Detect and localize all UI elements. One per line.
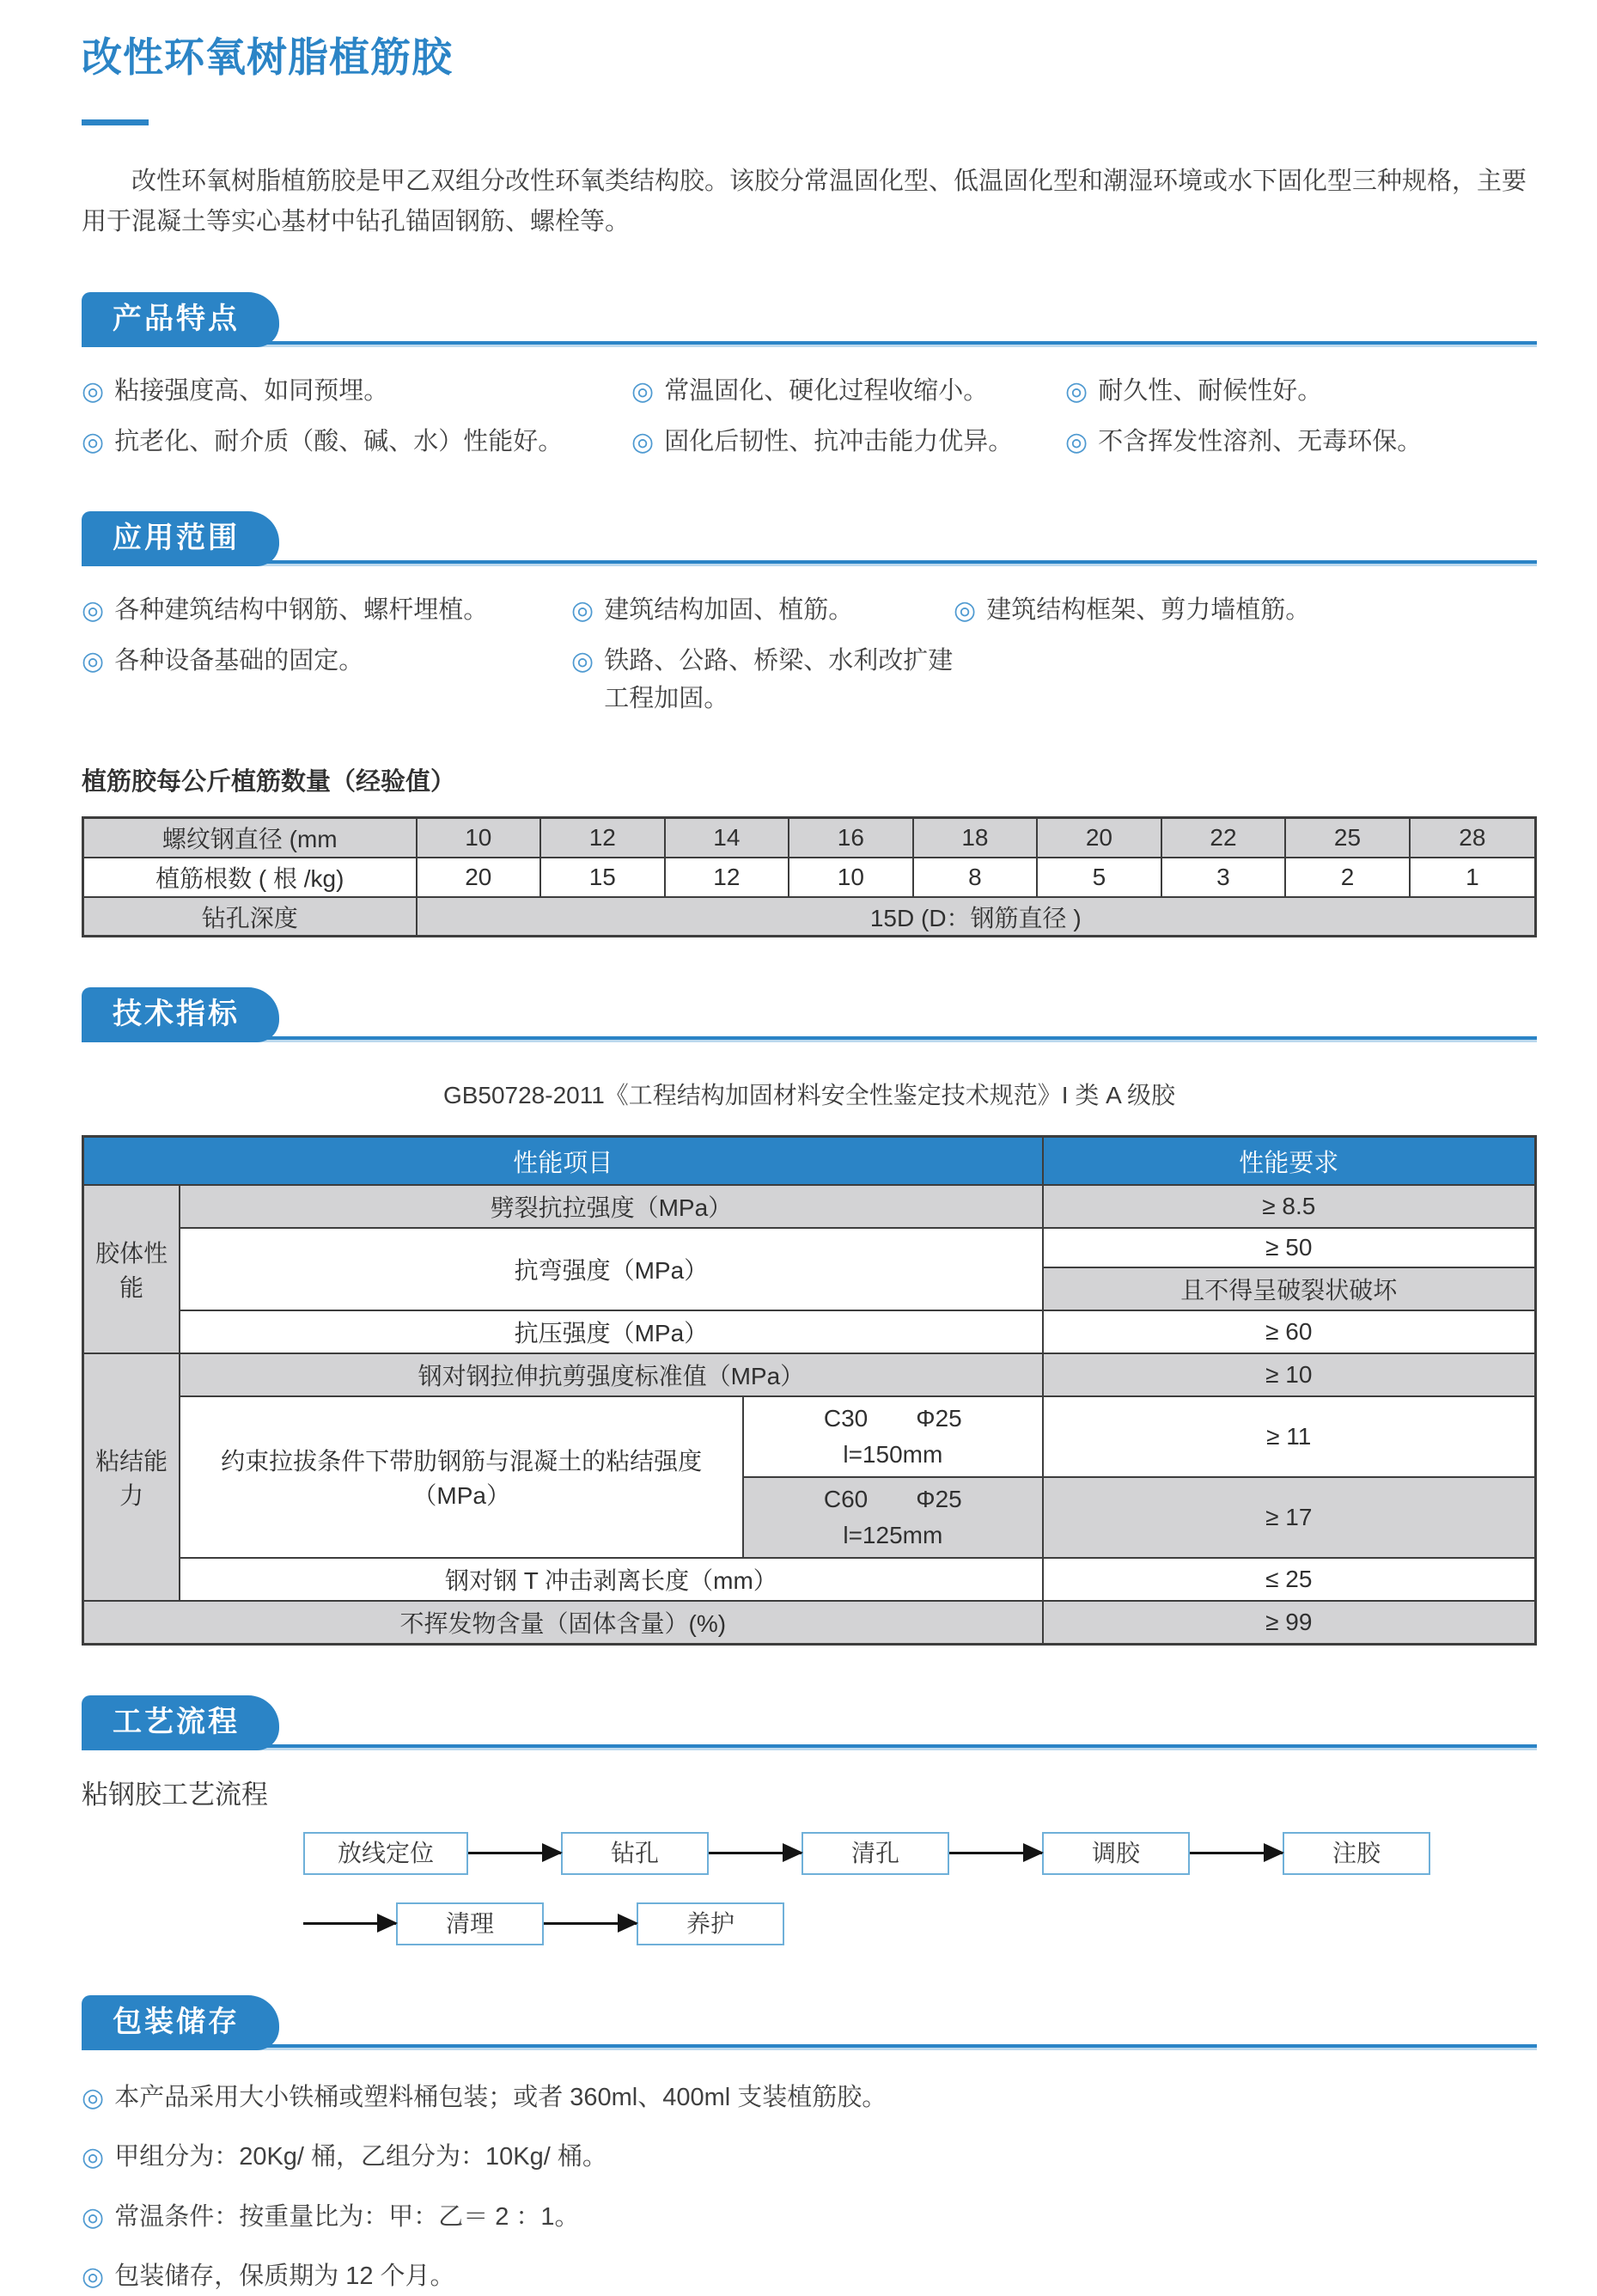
list-item <box>1065 424 1537 461</box>
table-row <box>83 1185 1536 1228</box>
application-text: 建筑结构框架、剪力墙植筋。 <box>986 595 1311 624</box>
row-label-cell: 钻孔深度 <box>83 897 417 937</box>
flow-step-drill: 钻孔 <box>561 1832 709 1875</box>
packaging-text: 本产品采用大小铁桶或塑料桶包装；或者 360ml、400ml 支装植筋胶。 <box>114 2083 887 2111</box>
flow-row-1 <box>303 1832 1537 1875</box>
requirement-cell: ≥ 8.5 <box>1043 1185 1536 1228</box>
flow-step-cure: 养护 <box>637 1902 784 1945</box>
list-item <box>82 2139 1537 2177</box>
diameter-cell: 14 <box>665 818 789 858</box>
diameter-cell: 22 <box>1161 818 1286 858</box>
application-text: 铁路、公路、桥梁、水利改扩建工程加固。 <box>604 647 954 712</box>
list-item <box>82 2079 1537 2117</box>
table-row <box>83 1353 1536 1396</box>
diameter-cell: 10 <box>417 818 541 858</box>
arrow-right-icon <box>303 1922 396 1925</box>
list-item <box>631 373 1065 411</box>
section-badge-packaging: 包装储存 <box>82 1995 279 2050</box>
count-cell: 15 <box>540 858 665 897</box>
spec-line: C60 Φ25 <box>823 1485 962 1512</box>
standard-reference: GB50728-2011《工程结构加固材料安全性鉴定技术规范》I 类 A 级胶 <box>442 1082 1176 1109</box>
spec-line: C30 Φ25 <box>823 1404 962 1432</box>
section-head-packaging <box>82 1995 1537 2050</box>
property-cell: 钢对钢拉伸抗剪强度标准值（MPa） <box>180 1353 1042 1396</box>
ring-bullet-icon: ◎ <box>571 595 594 625</box>
table-row <box>83 818 1536 858</box>
count-cell: 1 <box>1410 858 1536 897</box>
list-item <box>82 424 631 461</box>
count-cell: 12 <box>665 858 789 897</box>
arrow-right-icon <box>709 1852 802 1854</box>
tech-spec-table <box>82 1135 1537 1646</box>
ring-bullet-icon: ◎ <box>82 647 105 676</box>
requirement-cell: ≥ 17 <box>1043 1477 1536 1558</box>
section-divider-line <box>82 1036 1537 1042</box>
list-item <box>954 592 1537 630</box>
count-cell: 2 <box>1285 858 1410 897</box>
section-divider-line <box>82 341 1537 347</box>
packaging-text: 包装储存，保质期为 12 个月。 <box>114 2262 455 2291</box>
table-row <box>83 1558 1536 1601</box>
list-item <box>631 424 1065 461</box>
section-head-process <box>82 1695 1537 1750</box>
arrow-right-icon <box>544 1922 637 1925</box>
application-text: 建筑结构加固、植筋。 <box>604 595 854 624</box>
section-divider-line <box>82 560 1537 566</box>
diameter-cell: 20 <box>1037 818 1161 858</box>
diameter-cell: 16 <box>789 818 913 858</box>
flow-step-cleanup: 清理 <box>396 1902 544 1945</box>
column-header-item: 性能项目 <box>83 1137 1043 1185</box>
count-cell: 8 <box>913 858 1038 897</box>
ring-bullet-icon: ◎ <box>82 428 105 457</box>
property-cell: 约束拉拔条件下带肋钢筋与混凝土的粘结强度（MPa） <box>180 1396 743 1558</box>
page-title: 改性环氧树脂植筋胶 <box>82 34 453 80</box>
table-row <box>83 1396 1536 1477</box>
packaging-text: 常温条件：按重量比为：甲：乙＝ 2 ：1。 <box>114 2202 580 2231</box>
list-item <box>82 373 631 411</box>
table-row <box>83 897 1536 937</box>
flow-step-clean-hole: 清孔 <box>802 1832 949 1875</box>
intro-paragraph: 改性环氧树脂植筋胶是甲乙双组分改性环氧类结构胶。该胶分常温固化型、低温固化型和潮湿环境或水下固化型三种规格，主要用于混凝土等实心基材中钻孔锚固钢筋、螺栓等。 <box>82 168 1527 235</box>
row-label-cell: 植筋根数 ( 根 /kg) <box>83 858 417 897</box>
ring-bullet-icon: ◎ <box>82 2143 105 2172</box>
count-cell: 10 <box>789 858 913 897</box>
property-cell: 抗压强度（MPa） <box>180 1310 1042 1353</box>
group-cell-bond: 粘结能力 <box>83 1353 180 1601</box>
arrow-right-icon <box>1190 1852 1283 1854</box>
spec-line: l=125mm <box>843 1521 943 1548</box>
flow-subtitle: 粘钢胶工艺流程 <box>82 1779 268 1810</box>
arrow-right-icon <box>949 1852 1042 1854</box>
feature-text: 不含挥发性溶剂、无毒环保。 <box>1098 428 1423 456</box>
property-cell: 抗弯强度（MPa） <box>180 1228 1042 1310</box>
section-badge-features: 产品特点 <box>82 292 279 347</box>
ring-bullet-icon: ◎ <box>82 595 105 625</box>
requirement-cell: ≤ 25 <box>1043 1558 1536 1601</box>
section-head-applications <box>82 511 1537 566</box>
rebar-table-caption: 植筋胶每公斤植筋数量（经验值） <box>82 768 456 797</box>
spec-line: l=150mm <box>843 1440 943 1468</box>
requirement-cell: ≥ 11 <box>1043 1396 1536 1477</box>
flow-step-mix-glue: 调胶 <box>1042 1832 1190 1875</box>
title-accent-dash <box>82 119 149 125</box>
diameter-cell: 18 <box>913 818 1038 858</box>
diameter-cell: 28 <box>1410 818 1536 858</box>
ring-bullet-icon: ◎ <box>1065 376 1088 406</box>
column-header-req: 性能要求 <box>1043 1137 1536 1185</box>
count-cell: 3 <box>1161 858 1286 897</box>
ring-bullet-icon: ◎ <box>82 2083 105 2112</box>
section-head-features <box>82 292 1537 347</box>
list-item <box>82 643 571 718</box>
requirement-cell: ≥ 99 <box>1043 1601 1536 1645</box>
diameter-cell: 12 <box>540 818 665 858</box>
feature-text: 固化后韧性、抗冲击能力优异。 <box>664 428 1014 456</box>
list-item <box>82 2199 1537 2237</box>
depth-cell: 15D (D：钢筋直径 ) <box>417 897 1536 937</box>
rebar-count-table <box>82 816 1537 937</box>
requirement-cell: ≥ 10 <box>1043 1353 1536 1396</box>
table-row <box>83 1601 1536 1645</box>
list-item <box>571 592 954 630</box>
table-row <box>83 1310 1536 1353</box>
ring-bullet-icon: ◎ <box>631 376 655 406</box>
ring-bullet-icon: ◎ <box>1065 428 1088 457</box>
list-item <box>571 643 954 718</box>
diameter-cell: 25 <box>1285 818 1410 858</box>
spec-cell <box>743 1396 1042 1477</box>
property-cell: 钢对钢 T 冲击剥离长度（mm） <box>180 1558 1042 1601</box>
requirement-cell: 且不得呈破裂状破坏 <box>1043 1267 1536 1310</box>
arrow-right-icon <box>468 1852 561 1854</box>
ring-bullet-icon: ◎ <box>82 2262 105 2292</box>
flow-step-layout: 放线定位 <box>303 1832 468 1875</box>
list-item <box>1065 373 1537 411</box>
application-text: 各种设备基础的固定。 <box>114 647 364 675</box>
row-label-cell: 螺纹钢直径 (mm <box>83 818 417 858</box>
requirement-cell: ≥ 60 <box>1043 1310 1536 1353</box>
table-header-row <box>83 1137 1536 1185</box>
section-head-tech <box>82 987 1537 1042</box>
section-badge-process: 工艺流程 <box>82 1695 279 1750</box>
section-divider-line <box>82 1744 1537 1750</box>
ring-bullet-icon: ◎ <box>82 376 105 406</box>
flow-row-2 <box>303 1902 1537 1945</box>
application-text: 各种建筑结构中钢筋、螺杆埋植。 <box>114 595 489 624</box>
feature-text: 抗老化、耐介质（酸、碱、水）性能好。 <box>114 428 564 456</box>
section-divider-line <box>82 2044 1537 2050</box>
applications-list <box>82 592 1537 718</box>
count-cell: 5 <box>1037 858 1161 897</box>
requirement-cell: ≥ 50 <box>1043 1228 1536 1267</box>
flow-step-inject-glue: 注胶 <box>1283 1832 1430 1875</box>
count-cell: 20 <box>417 858 541 897</box>
section-badge-applications: 应用范围 <box>82 511 279 566</box>
table-row <box>83 858 1536 897</box>
property-cell: 不挥发物含量（固体含量）(%) <box>83 1601 1043 1645</box>
feature-text: 耐久性、耐候性好。 <box>1098 376 1323 405</box>
spec-cell <box>743 1477 1042 1558</box>
packaging-list <box>82 2079 1537 2296</box>
features-list <box>82 373 1537 461</box>
ring-bullet-icon: ◎ <box>954 595 977 625</box>
group-cell-body: 胶体性能 <box>83 1185 180 1353</box>
table-row <box>83 1228 1536 1267</box>
ring-bullet-icon: ◎ <box>82 2202 105 2232</box>
packaging-text: 甲组分为：20Kg/ 桶，乙组分为：10Kg/ 桶。 <box>114 2143 607 2171</box>
property-cell: 劈裂抗拉强度（MPa） <box>180 1185 1042 1228</box>
feature-text: 常温固化、硬化过程收缩小。 <box>664 376 989 405</box>
list-item <box>82 2258 1537 2296</box>
ring-bullet-icon: ◎ <box>631 428 655 457</box>
section-badge-tech: 技术指标 <box>82 987 279 1042</box>
feature-text: 粘接强度高、如同预埋。 <box>114 376 389 405</box>
list-item <box>82 592 571 630</box>
ring-bullet-icon: ◎ <box>571 647 594 676</box>
